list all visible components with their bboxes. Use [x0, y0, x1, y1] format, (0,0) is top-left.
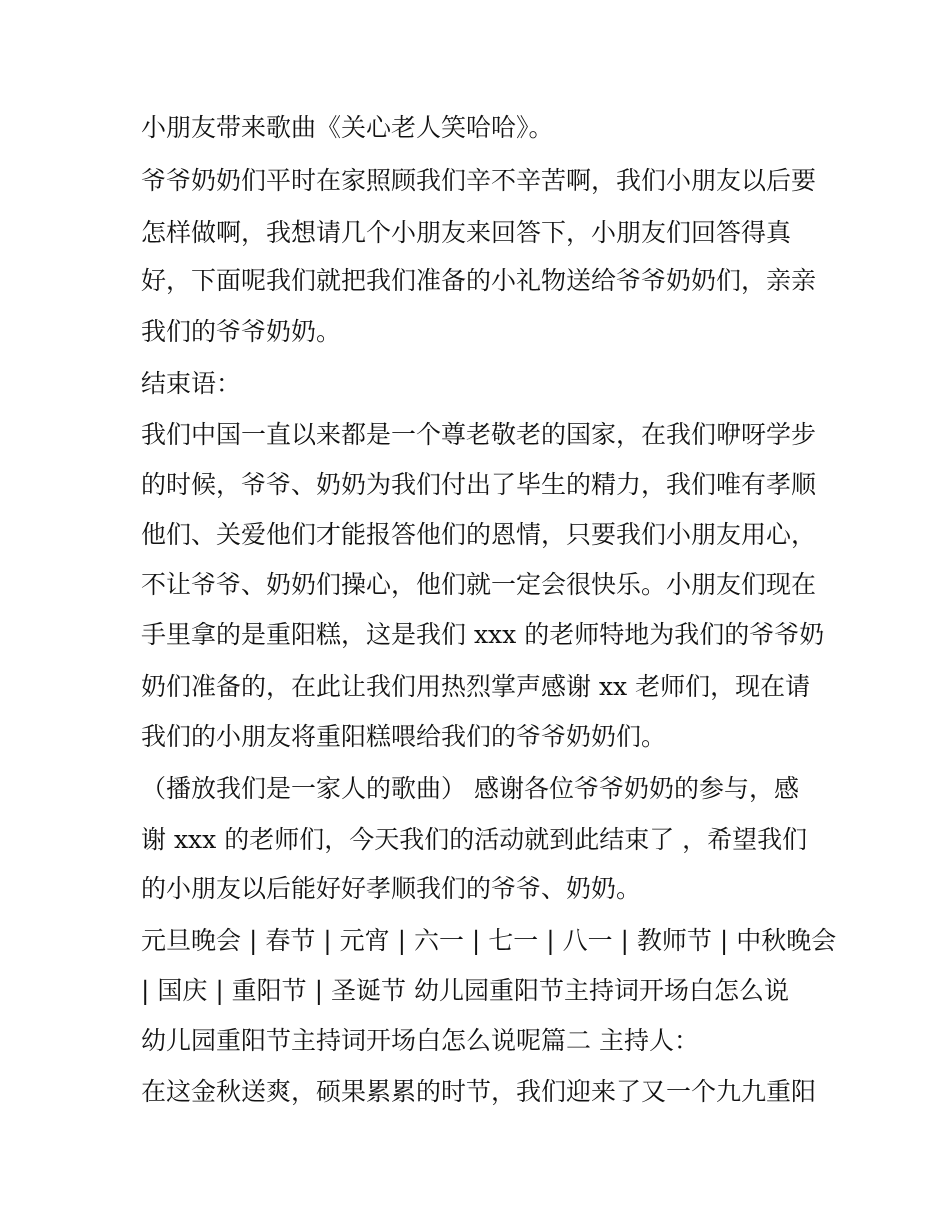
text-line-7: 我们中国一直以来都是一个尊老敬老的国家，在我们咿呀学步 [141, 420, 817, 449]
text-line-19: 幼儿园重阳节主持词开场白怎么说呢篇二 主持人： [141, 1026, 699, 1055]
text-line-15: 谢 xxx 的老师们，今天我们的活动就到此结束了 ，希望我们 [141, 825, 808, 854]
section-heading-closing: 结束语： [141, 369, 242, 398]
holiday-links-line-1: 元旦晚会 | 春节 | 元宵 | 六一 | 七一 | 八一 | 教师节 | 中秋晚会 [141, 926, 837, 955]
text-line-12: 奶们准备的，在此让我们用热烈掌声感谢 xx 老师们，现在请 [141, 672, 811, 701]
text-line-10: 不让爷爷、奶奶们操心，他们就一定会很快乐。小朋友们现在 [141, 570, 817, 599]
text-line-16: 的小朋友以后能好好孝顺我们的爷爷、奶奶。 [141, 874, 642, 903]
text-line-2: 爷爷奶奶们平时在家照顾我们辛不辛苦啊，我们小朋友以后要 [141, 166, 817, 195]
text-line-1: 小朋友带来歌曲《关心老人笑哈哈》。 [141, 113, 554, 142]
text-line-4: 好，下面呢我们就把我们准备的小礼物送给爷爷奶奶们，亲亲 [141, 266, 817, 295]
text-line-20: 在这金秋送爽，硕果累累的时节，我们迎来了又一个九九重阳 [141, 1077, 817, 1106]
text-line-3: 怎样做啊，我想请几个小朋友来回答下，小朋友们回答得真 [141, 218, 792, 247]
text-line-5: 我们的爷爷奶奶。 [141, 317, 342, 346]
holiday-links-line-2: | 国庆 | 重阳节 | 圣诞节 幼儿园重阳节主持词开场白怎么说 [141, 976, 789, 1005]
text-line-8: 的时候，爷爷、奶奶为我们付出了毕生的精力，我们唯有孝顺 [141, 470, 817, 499]
text-line-13: 我们的小朋友将重阳糕喂给我们的爷爷奶奶们。 [141, 722, 667, 751]
text-line-11: 手里拿的是重阳糕，这是我们 xxx 的老师特地为我们的爷爷奶 [141, 620, 825, 649]
text-line-9: 他们、关爱他们才能报答他们的恩情，只要我们小朋友用心， [141, 520, 817, 549]
text-line-14: （播放我们是一家人的歌曲） 感谢各位爷爷奶奶的参与，感 [141, 774, 799, 803]
